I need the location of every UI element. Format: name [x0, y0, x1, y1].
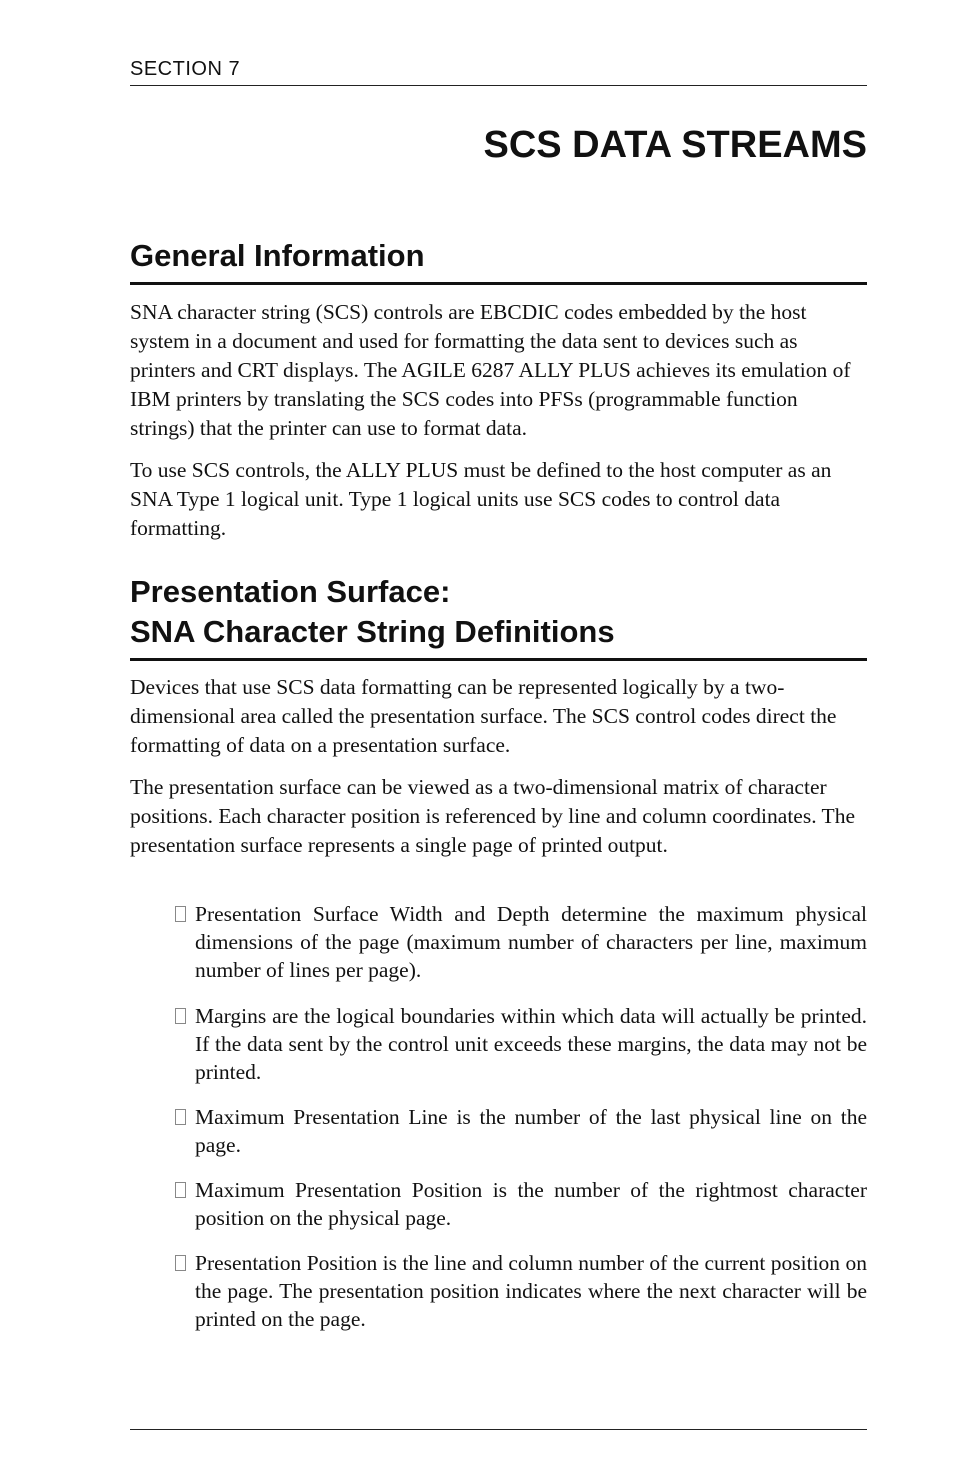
- bullet-box-icon: [175, 906, 186, 922]
- section-running-head: SECTION 7: [130, 58, 867, 86]
- list-item: [175, 1103, 867, 1159]
- list-item: [175, 1176, 867, 1232]
- list-item: [175, 1249, 867, 1333]
- list-item-text: Maximum Presentation Position is the number of the rightmost character position on the physical page.: [195, 1178, 867, 1230]
- list-item: [175, 1002, 867, 1086]
- bullet-box-icon: [175, 1008, 186, 1024]
- list-item-text: Margins are the logical boundaries within which data will actually be printed. If the data sent by the control unit exceeds these margins, the data may not be printed.: [195, 1004, 867, 1084]
- bullet-box-icon: [175, 1109, 186, 1125]
- list-item-text: Presentation Surface Width and Depth determine the maximum physical dimensions of the page (maximum number of characters per line, maximum number of lines per page).: [195, 902, 867, 982]
- paragraph-presentation-surface-matrix: The presentation surface can be viewed as a two-dimensional matrix of character positions. Each character position is referenced by line and column coordinates. The presentation surface represents a single page of printed output.: [130, 775, 855, 857]
- list-item-text: Presentation Position is the line and column number of the current position on the page. The presentation position indicates where the next character will be printed on the page.: [195, 1251, 867, 1331]
- paragraph-scs-controls-usage: To use SCS controls, the ALLY PLUS must be defined to the host computer as an SNA Type 1 logical unit. Type 1 logical units use SCS codes to control data formatting.: [130, 458, 832, 540]
- footer-rule: [130, 1429, 867, 1430]
- list-item-text: Maximum Presentation Line is the number of the last physical line on the page.: [195, 1105, 867, 1157]
- list-item: [175, 900, 867, 984]
- chapter-title: SCS DATA STREAMS: [483, 124, 867, 166]
- heading-line-1: Presentation Surface:: [130, 574, 451, 609]
- bullet-box-icon: [175, 1255, 186, 1271]
- bullet-box-icon: [175, 1182, 186, 1198]
- paragraph-presentation-surface-intro: Devices that use SCS data formatting can be represented logically by a two-dimensional area called the presentation surface. The SCS control codes direct the formatting of data on a presentation surface.: [130, 675, 837, 757]
- paragraph-scs-intro: SNA character string (SCS) controls are EBCDIC codes embedded by the host system in a document and used for formatting the data sent to devices such as printers and CRT displays. The AGILE 6287 ALLY PLUS achieves its emulation of IBM printers by translating the SCS codes into PFSs (programmable function strings) that the printer can use to format data.: [130, 300, 851, 440]
- heading-general-information: General Information: [130, 236, 867, 285]
- heading-line-2: SNA Character String Definitions: [130, 614, 615, 649]
- heading-presentation-surface: [130, 572, 867, 661]
